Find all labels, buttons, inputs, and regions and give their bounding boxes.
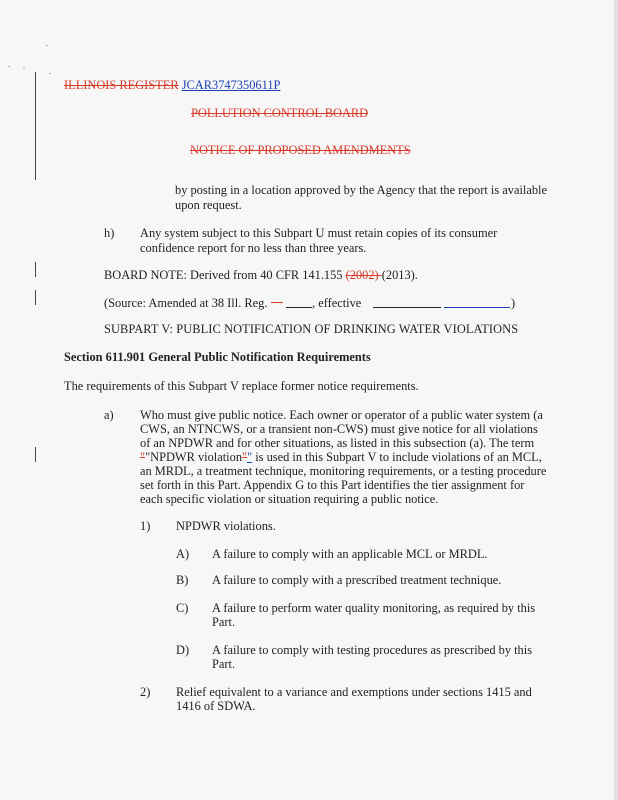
source-prefix: (Source: Amended at 38 Ill. Reg. <box>104 296 268 310</box>
change-bar <box>35 262 36 277</box>
notice-title: NOTICE OF PROPOSED AMENDMENTS <box>190 143 411 157</box>
section-title: Section 611.901 General Public Notification Requirements <box>64 350 371 364</box>
board-note-prefix: BOARD NOTE: Derived from 40 CFR 141.155 <box>104 268 346 282</box>
page-edge <box>614 0 618 800</box>
term-npdwr-violation: "NPDWR violation <box>145 450 243 464</box>
item-a-line-6: set forth in this Part. Appendix G to this Part identifies the tier assignment for <box>140 478 525 492</box>
source-end: ) <box>511 296 516 310</box>
board-note-inserted: (2013). <box>381 268 418 282</box>
change-bar <box>35 447 36 462</box>
scan-speck <box>46 45 48 46</box>
item-D-label: D) <box>176 643 190 657</box>
item-1-text: NPDWR violations. <box>176 519 276 533</box>
item-a-line-2: CWS, an NTNCWS, or a transient non-CWS) must give notice for all violations <box>140 422 538 436</box>
item-2-line-2: 1416 of SDWA. <box>176 699 256 713</box>
item-D-line-2: Part. <box>212 657 236 671</box>
register-struck: ILLINOIS REGISTER <box>64 78 179 92</box>
struck-blank <box>271 302 283 303</box>
item-a-line-5: an MRDL, a treatment technique, monitoring requirements, or a testing procedure <box>140 464 547 478</box>
item-a-line-4 <box>140 450 542 465</box>
item-A-label: A) <box>176 547 190 561</box>
struck-quote: " <box>242 450 248 464</box>
item-B-label: B) <box>176 573 189 587</box>
item-D-line-1: A failure to comply with testing procedures as prescribed by this <box>212 643 533 657</box>
continuation-line-2: upon request. <box>175 198 242 212</box>
struck-quote: " <box>140 450 146 464</box>
item-a-label: a) <box>104 408 114 422</box>
register-header <box>64 78 280 93</box>
item-2-line-1: Relief equivalent to a variance and exemptions under sections 1415 and <box>176 685 532 699</box>
item-a-line-7: each specific violation or situation requiring a public notice. <box>140 492 439 506</box>
item-A-text: A failure to comply with an applicable MCL or MRDL. <box>212 547 488 561</box>
change-bar <box>35 290 36 305</box>
inserted-quote: " <box>247 450 253 464</box>
item-a-line-4-rest: is used in this Subpart V to include violations of an MCL, <box>252 450 542 464</box>
item-a-line-1: Who must give public notice. Each owner or operator of a public water system (a <box>140 408 543 422</box>
item-h-label: h) <box>104 226 115 240</box>
item-C-line-1: A failure to perform water quality monitoring, as required by this <box>212 601 536 615</box>
section-intro: The requirements of this Subpart V replace former notice requirements. <box>64 379 419 393</box>
subpart-title: SUBPART V: PUBLIC NOTIFICATION OF DRINKING WATER VIOLATIONS <box>104 322 519 336</box>
change-bar <box>35 72 36 180</box>
board-title: POLLUTION CONTROL BOARD <box>191 106 369 120</box>
item-h-line-1: Any system subject to this Subpart U must retain copies of its consumer <box>140 226 498 240</box>
item-B-text: A failure to comply with a prescribed treatment technique. <box>212 573 502 587</box>
effective-date-blank <box>373 295 441 308</box>
item-2-label: 2) <box>140 685 151 699</box>
continuation-line-1: by posting in a location approved by the Agency that the report is available <box>175 183 547 197</box>
source-middle: , effective <box>312 296 362 310</box>
inserted-date-blank <box>444 295 510 308</box>
register-inserted: JCAR3747350611P <box>181 78 281 92</box>
item-C-line-2: Part. <box>212 615 236 629</box>
scan-speck <box>8 66 10 67</box>
item-h-line-2: confidence report for no less than three years. <box>140 241 367 255</box>
item-1-label: 1) <box>140 519 151 533</box>
scan-speck <box>23 68 25 69</box>
board-note <box>104 268 418 283</box>
item-a-line-3: of an NPDWR and for other situations, as listed in this subsection (a). The term <box>140 436 535 450</box>
reg-page-blank <box>286 295 312 308</box>
scan-speck <box>49 73 51 74</box>
board-note-struck: (2002) <box>345 268 382 282</box>
item-C-label: C) <box>176 601 189 615</box>
